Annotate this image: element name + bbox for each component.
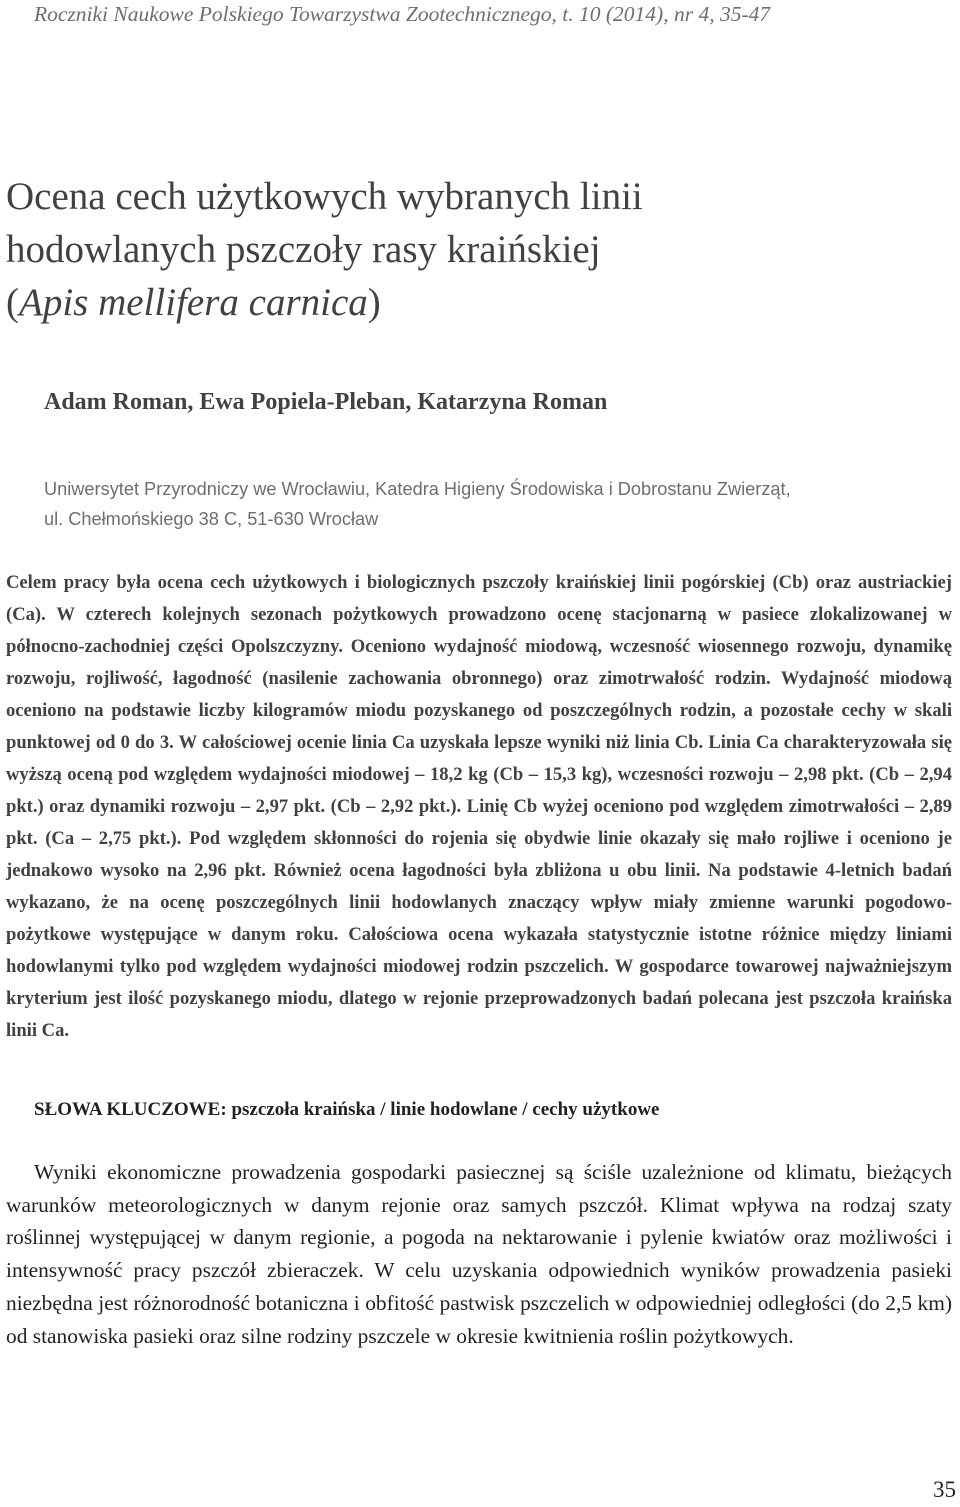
title-line-2: hodowlanych pszczoły rasy kraińskiej bbox=[6, 228, 601, 271]
title-paren-close: ) bbox=[367, 281, 381, 324]
authors: Adam Roman, Ewa Popiela-Pleban, Katarzyna Roman bbox=[44, 389, 608, 415]
body-paragraph: Wyniki ekonomiczne prowadzenia gospodarki pasiecznej są ściśle uzależnione od klimatu, bieżących warunków meteorologicznych w danym rejonie oraz samych pszczół. Klimat wpływa na rodzaj szaty roślinnej występującej w danym regionie, a pogoda na nektarowanie i pylenie kwiatów oraz możliwości i intensywność pracy pszczół zbieraczek. W celu uzyskania odpowiednich wyników prowadzenia pasieki niezbędna jest różnorodność botaniczna i obfitość pastwisk pszczelich w odpowiedniej odległości (do 2,5 km) od stanowiska pasieki oraz silne rodziny pszczele w okresie kwitnienia roślin pożytkowych. bbox=[6, 1160, 952, 1348]
title-latin-name: Apis mellifera carnica bbox=[19, 281, 368, 324]
title-line-3 bbox=[6, 276, 946, 329]
title-line-1: Ocena cech użytkowych wybranych linii bbox=[6, 175, 643, 218]
running-head: Roczniki Naukowe Polskiego Towarzystwa Zootechnicznego, t. 10 (2014), nr 4, 35-47 bbox=[34, 2, 771, 26]
affiliation bbox=[44, 474, 956, 534]
title-paren-open: ( bbox=[6, 281, 19, 324]
abstract: Celem pracy była ocena cech użytkowych i biologicznych pszczoły kraińskiej linii pogórskiej (Cb) oraz austriackiej (Ca). W czterech kolejnych sezonach pożytkowych prowadzono ocenę stacjonarną w pasiece zlokalizowanej w północno-zachodniej części Opolszczyzny. Oceniono wydajność miodową, wczesność wiosennego rozwoju, dynamikę rozwoju, rojliwość, łagodność (nasilenie zachowania obronnego) oraz zimotrwałość rodzin. Wydajność miodową oceniono na podstawie liczby kilogramów miodu pozyskanego od poszczególnych rodzin, a pozostałe cechy w skali punktowej od 0 do 3. W całościowej ocenie linia Ca uzyskała lepsze wyniki niż linia Cb. Linia Ca charakteryzowała się wyższą oceną pod względem wydajności miodowej – 18,2 kg (Cb – 15,3 kg), wczesności rozwoju – 2,98 pkt. (Cb – 2,94 pkt.) oraz dynamiki rozwoju – 2,97 pkt. (Cb – 2,92 pkt.). Linię Cb wyżej oceniono pod względem zimotrwałości – 2,89 pkt. (Ca – 2,75 pkt.). Pod względem skłonności do rojenia się obydwie linie okazały się mało rojliwe i oceniono je jednakowo wysoko na 2,96 pkt. Również ocena łagodności była zbliżona u obu linii. Na podstawie 4-letnich badań wykazano, że na ocenę poszczególnych linii hodowlanych znaczący wpływ miały zmienne warunki pogodowo-pożytkowe występujące w danym roku. Całościowa ocena wykazała statystycznie istotne różnice między liniami hodowlanymi tylko pod względem wydajności miodowej rodzin pszczelich. W gospodarce towarowej najważniejszym kryterium jest ilość pozyskanego miodu, dlatego w rejonie przeprowadzonych badań polecana jest pszczoła kraińska linii Ca. bbox=[6, 572, 952, 1041]
article-title bbox=[6, 170, 946, 329]
keywords-list: pszczoła kraińska / linie hodowlane / cechy użytkowe bbox=[231, 1099, 660, 1120]
affiliation-line-2: ul. Chełmońskiego 38 C, 51-630 Wrocław bbox=[44, 509, 379, 529]
affiliation-line-1: Uniwersytet Przyrodniczy we Wrocławiu, Katedra Higieny Środowiska i Dobrostanu Zwierząt, bbox=[44, 479, 791, 499]
keywords-label: SŁOWA KLUCZOWE: bbox=[34, 1099, 227, 1120]
keywords bbox=[34, 1094, 954, 1126]
page-number: 35 bbox=[933, 1477, 956, 1502]
